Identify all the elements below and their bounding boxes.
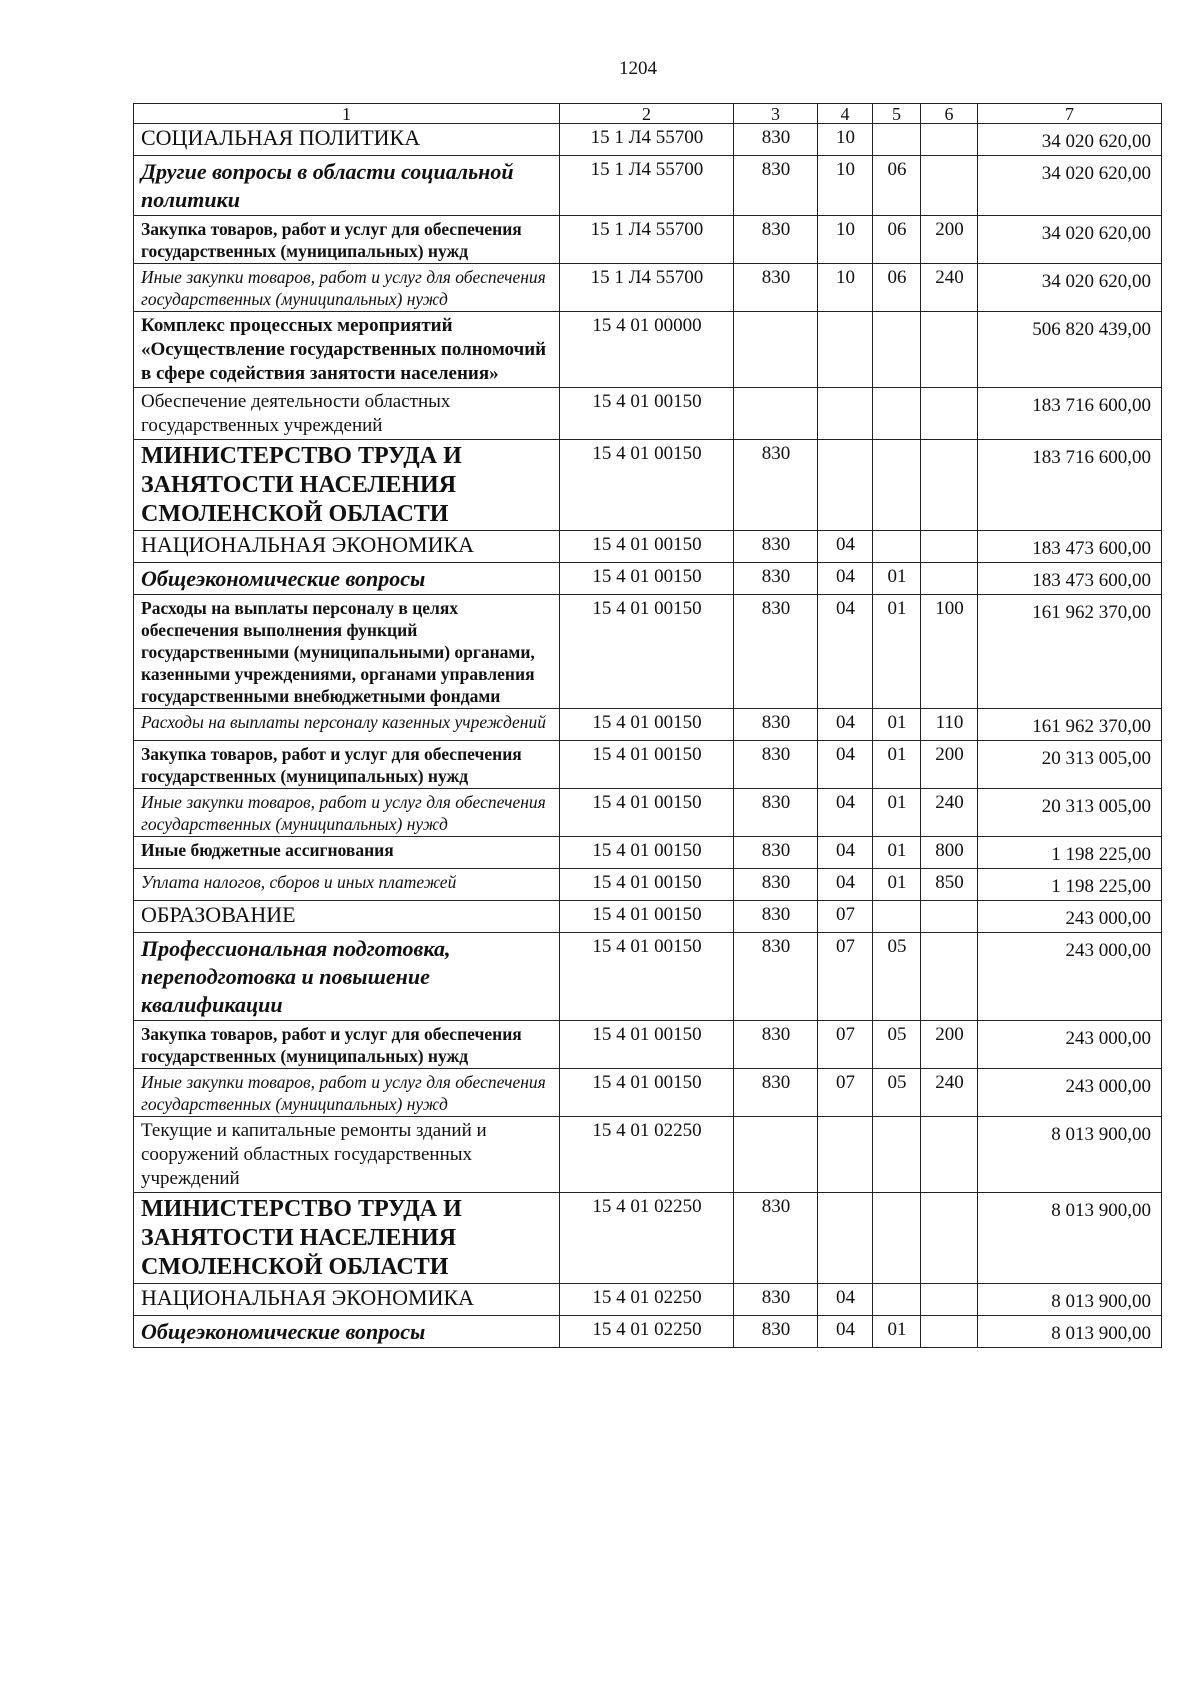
- subsection-code-cell: [873, 1193, 921, 1284]
- budget-table: [133, 103, 1162, 1348]
- table-row: [134, 216, 1162, 264]
- row-name-cell: Общеэкономические вопросы: [134, 563, 560, 595]
- row-name-cell: Комплекс процессных мероприятий «Осуществление государственных полномочий в сфере содействия занятости населения»: [134, 312, 560, 388]
- subsection-code-cell: 06: [873, 264, 921, 312]
- section-code-cell: 10: [818, 124, 873, 156]
- section-code-cell: 07: [818, 1069, 873, 1117]
- grbs-code-cell: 830: [734, 1021, 818, 1069]
- section-code-cell: [818, 1193, 873, 1284]
- subsection-code-cell: [873, 312, 921, 388]
- section-code-cell: 10: [818, 216, 873, 264]
- expense-type-cell: [921, 1193, 978, 1284]
- expense-type-cell: 240: [921, 1069, 978, 1117]
- row-name-cell: МИНИСТЕРСТВО ТРУДА И ЗАНЯТОСТИ НАСЕЛЕНИЯ СМОЛЕНСКОЙ ОБЛАСТИ: [134, 440, 560, 531]
- row-name-cell: Иные закупки товаров, работ и услуг для обеспечения государственных (муниципальных) нужд: [134, 789, 560, 837]
- amount-cell: 183 716 600,00: [978, 440, 1162, 531]
- page-number: 1204: [619, 58, 657, 79]
- table-row: [134, 388, 1162, 440]
- target-article-cell: 15 4 01 00150: [560, 709, 734, 741]
- target-article-cell: 15 4 01 00150: [560, 933, 734, 1021]
- grbs-code-cell: 830: [734, 1316, 818, 1348]
- amount-cell: 1 198 225,00: [978, 837, 1162, 869]
- row-name-cell: Расходы на выплаты персоналу казенных учреждений: [134, 709, 560, 741]
- row-name-cell: Текущие и капитальные ремонты зданий и сооружений областных государственных учреждений: [134, 1117, 560, 1193]
- grbs-code-cell: 830: [734, 1069, 818, 1117]
- row-name-cell: Иные закупки товаров, работ и услуг для обеспечения государственных (муниципальных) нужд: [134, 1069, 560, 1117]
- header-cell: 4: [818, 104, 873, 124]
- target-article-cell: 15 1 Л4 55700: [560, 264, 734, 312]
- table-row: [134, 1193, 1162, 1284]
- target-article-cell: 15 1 Л4 55700: [560, 216, 734, 264]
- subsection-code-cell: 01: [873, 595, 921, 709]
- header-cell: 3: [734, 104, 818, 124]
- section-code-cell: 04: [818, 563, 873, 595]
- grbs-code-cell: [734, 1117, 818, 1193]
- target-article-cell: 15 4 01 00150: [560, 595, 734, 709]
- amount-cell: 161 962 370,00: [978, 595, 1162, 709]
- target-article-cell: 15 4 01 00150: [560, 440, 734, 531]
- target-article-cell: 15 4 01 02250: [560, 1193, 734, 1284]
- table-row: [134, 595, 1162, 709]
- subsection-code-cell: 01: [873, 837, 921, 869]
- target-article-cell: 15 4 01 00150: [560, 563, 734, 595]
- table-row: [134, 741, 1162, 789]
- table-row: [134, 440, 1162, 531]
- expense-type-cell: [921, 312, 978, 388]
- amount-cell: 20 313 005,00: [978, 741, 1162, 789]
- table-row: [134, 933, 1162, 1021]
- section-code-cell: 07: [818, 901, 873, 933]
- expense-type-cell: [921, 933, 978, 1021]
- amount-cell: 8 013 900,00: [978, 1193, 1162, 1284]
- grbs-code-cell: 830: [734, 933, 818, 1021]
- expense-type-cell: [921, 1117, 978, 1193]
- subsection-code-cell: [873, 440, 921, 531]
- subsection-code-cell: 06: [873, 216, 921, 264]
- table-row: [134, 901, 1162, 933]
- expense-type-cell: 800: [921, 837, 978, 869]
- subsection-code-cell: 01: [873, 741, 921, 789]
- row-name-cell: Закупка товаров, работ и услуг для обеспечения государственных (муниципальных) нужд: [134, 216, 560, 264]
- row-name-cell: Иные бюджетные ассигнования: [134, 837, 560, 869]
- grbs-code-cell: 830: [734, 1193, 818, 1284]
- amount-cell: 161 962 370,00: [978, 709, 1162, 741]
- expense-type-cell: [921, 440, 978, 531]
- grbs-code-cell: [734, 388, 818, 440]
- table-row: [134, 1284, 1162, 1316]
- grbs-code-cell: 830: [734, 1284, 818, 1316]
- grbs-code-cell: 830: [734, 869, 818, 901]
- amount-cell: 183 716 600,00: [978, 388, 1162, 440]
- expense-type-cell: [921, 1316, 978, 1348]
- subsection-code-cell: [873, 531, 921, 563]
- row-name-cell: Профессиональная подготовка, переподготовка и повышение квалификации: [134, 933, 560, 1021]
- header-cell: 5: [873, 104, 921, 124]
- amount-cell: 34 020 620,00: [978, 216, 1162, 264]
- expense-type-cell: 240: [921, 789, 978, 837]
- subsection-code-cell: 05: [873, 1069, 921, 1117]
- grbs-code-cell: 830: [734, 216, 818, 264]
- grbs-code-cell: 830: [734, 124, 818, 156]
- section-code-cell: 07: [818, 933, 873, 1021]
- subsection-code-cell: 01: [873, 789, 921, 837]
- row-name-cell: НАЦИОНАЛЬНАЯ ЭКОНОМИКА: [134, 1284, 560, 1316]
- target-article-cell: 15 4 01 00150: [560, 789, 734, 837]
- subsection-code-cell: 01: [873, 563, 921, 595]
- table-row: [134, 837, 1162, 869]
- target-article-cell: 15 4 01 02250: [560, 1316, 734, 1348]
- amount-cell: 20 313 005,00: [978, 789, 1162, 837]
- subsection-code-cell: 06: [873, 156, 921, 216]
- row-name-cell: МИНИСТЕРСТВО ТРУДА И ЗАНЯТОСТИ НАСЕЛЕНИЯ СМОЛЕНСКОЙ ОБЛАСТИ: [134, 1193, 560, 1284]
- header-cell: 2: [560, 104, 734, 124]
- amount-cell: 1 198 225,00: [978, 869, 1162, 901]
- table-row: [134, 789, 1162, 837]
- amount-cell: 8 013 900,00: [978, 1117, 1162, 1193]
- amount-cell: 34 020 620,00: [978, 264, 1162, 312]
- expense-type-cell: 100: [921, 595, 978, 709]
- row-name-cell: Закупка товаров, работ и услуг для обеспечения государственных (муниципальных) нужд: [134, 1021, 560, 1069]
- expense-type-cell: [921, 156, 978, 216]
- target-article-cell: 15 4 01 00150: [560, 901, 734, 933]
- target-article-cell: 15 4 01 00000: [560, 312, 734, 388]
- table-row: [134, 1316, 1162, 1348]
- subsection-code-cell: 01: [873, 869, 921, 901]
- row-name-cell: НАЦИОНАЛЬНАЯ ЭКОНОМИКА: [134, 531, 560, 563]
- target-article-cell: 15 4 01 00150: [560, 531, 734, 563]
- target-article-cell: 15 4 01 02250: [560, 1284, 734, 1316]
- expense-type-cell: [921, 563, 978, 595]
- grbs-code-cell: [734, 312, 818, 388]
- amount-cell: 243 000,00: [978, 1021, 1162, 1069]
- amount-cell: 243 000,00: [978, 1069, 1162, 1117]
- subsection-code-cell: [873, 901, 921, 933]
- expense-type-cell: [921, 901, 978, 933]
- grbs-code-cell: 830: [734, 901, 818, 933]
- row-name-cell: Расходы на выплаты персоналу в целях обеспечения выполнения функций государственными (муниципальными) органами, казенными учреждениями, органами управления государственными внебюджетными фондами: [134, 595, 560, 709]
- section-code-cell: 04: [818, 709, 873, 741]
- expense-type-cell: 110: [921, 709, 978, 741]
- row-name-cell: Обеспечение деятельности областных государственных учреждений: [134, 388, 560, 440]
- expense-type-cell: [921, 388, 978, 440]
- amount-cell: 243 000,00: [978, 933, 1162, 1021]
- amount-cell: 183 473 600,00: [978, 531, 1162, 563]
- table-row: [134, 531, 1162, 563]
- row-name-cell: СОЦИАЛЬНАЯ ПОЛИТИКА: [134, 124, 560, 156]
- subsection-code-cell: [873, 1284, 921, 1316]
- section-code-cell: 04: [818, 869, 873, 901]
- expense-type-cell: 200: [921, 216, 978, 264]
- target-article-cell: 15 1 Л4 55700: [560, 156, 734, 216]
- section-code-cell: 04: [818, 595, 873, 709]
- amount-cell: 34 020 620,00: [978, 156, 1162, 216]
- header-cell: 6: [921, 104, 978, 124]
- grbs-code-cell: 830: [734, 595, 818, 709]
- section-code-cell: 04: [818, 837, 873, 869]
- row-name-cell: Другие вопросы в области социальной политики: [134, 156, 560, 216]
- header-cell: 1: [134, 104, 560, 124]
- grbs-code-cell: 830: [734, 264, 818, 312]
- section-code-cell: 04: [818, 531, 873, 563]
- section-code-cell: [818, 388, 873, 440]
- section-code-cell: 10: [818, 264, 873, 312]
- section-code-cell: [818, 312, 873, 388]
- expense-type-cell: [921, 531, 978, 563]
- subsection-code-cell: 01: [873, 1316, 921, 1348]
- table-row: [134, 1021, 1162, 1069]
- grbs-code-cell: 830: [734, 789, 818, 837]
- subsection-code-cell: 05: [873, 1021, 921, 1069]
- amount-cell: 8 013 900,00: [978, 1316, 1162, 1348]
- amount-cell: 243 000,00: [978, 901, 1162, 933]
- section-code-cell: [818, 1117, 873, 1193]
- table-row: [134, 264, 1162, 312]
- row-name-cell: Общеэкономические вопросы: [134, 1316, 560, 1348]
- section-code-cell: 04: [818, 1284, 873, 1316]
- table-row: [134, 124, 1162, 156]
- table-row: [134, 709, 1162, 741]
- table-row: [134, 563, 1162, 595]
- grbs-code-cell: 830: [734, 156, 818, 216]
- amount-cell: 34 020 620,00: [978, 124, 1162, 156]
- header-cell: 7: [978, 104, 1162, 124]
- expense-type-cell: 200: [921, 1021, 978, 1069]
- expense-type-cell: [921, 124, 978, 156]
- subsection-code-cell: [873, 388, 921, 440]
- section-code-cell: 04: [818, 1316, 873, 1348]
- amount-cell: 8 013 900,00: [978, 1284, 1162, 1316]
- grbs-code-cell: 830: [734, 440, 818, 531]
- section-code-cell: 04: [818, 741, 873, 789]
- amount-cell: 506 820 439,00: [978, 312, 1162, 388]
- table-header-row: [134, 104, 1162, 124]
- expense-type-cell: 240: [921, 264, 978, 312]
- target-article-cell: 15 4 01 00150: [560, 388, 734, 440]
- target-article-cell: 15 1 Л4 55700: [560, 124, 734, 156]
- section-code-cell: 07: [818, 1021, 873, 1069]
- expense-type-cell: 850: [921, 869, 978, 901]
- amount-cell: 183 473 600,00: [978, 563, 1162, 595]
- row-name-cell: ОБРАЗОВАНИЕ: [134, 901, 560, 933]
- subsection-code-cell: [873, 124, 921, 156]
- row-name-cell: Закупка товаров, работ и услуг для обеспечения государственных (муниципальных) нужд: [134, 741, 560, 789]
- expense-type-cell: 200: [921, 741, 978, 789]
- row-name-cell: Иные закупки товаров, работ и услуг для обеспечения государственных (муниципальных) нужд: [134, 264, 560, 312]
- table-row: [134, 312, 1162, 388]
- target-article-cell: 15 4 01 02250: [560, 1117, 734, 1193]
- row-name-cell: Уплата налогов, сборов и иных платежей: [134, 869, 560, 901]
- target-article-cell: 15 4 01 00150: [560, 837, 734, 869]
- table-row: [134, 1069, 1162, 1117]
- section-code-cell: 04: [818, 789, 873, 837]
- table-row: [134, 156, 1162, 216]
- table-row: [134, 1117, 1162, 1193]
- target-article-cell: 15 4 01 00150: [560, 869, 734, 901]
- grbs-code-cell: 830: [734, 709, 818, 741]
- subsection-code-cell: 05: [873, 933, 921, 1021]
- target-article-cell: 15 4 01 00150: [560, 741, 734, 789]
- section-code-cell: 10: [818, 156, 873, 216]
- subsection-code-cell: 01: [873, 709, 921, 741]
- grbs-code-cell: 830: [734, 741, 818, 789]
- target-article-cell: 15 4 01 00150: [560, 1069, 734, 1117]
- target-article-cell: 15 4 01 00150: [560, 1021, 734, 1069]
- section-code-cell: [818, 440, 873, 531]
- table-row: [134, 869, 1162, 901]
- grbs-code-cell: 830: [734, 531, 818, 563]
- subsection-code-cell: [873, 1117, 921, 1193]
- grbs-code-cell: 830: [734, 837, 818, 869]
- expense-type-cell: [921, 1284, 978, 1316]
- grbs-code-cell: 830: [734, 563, 818, 595]
